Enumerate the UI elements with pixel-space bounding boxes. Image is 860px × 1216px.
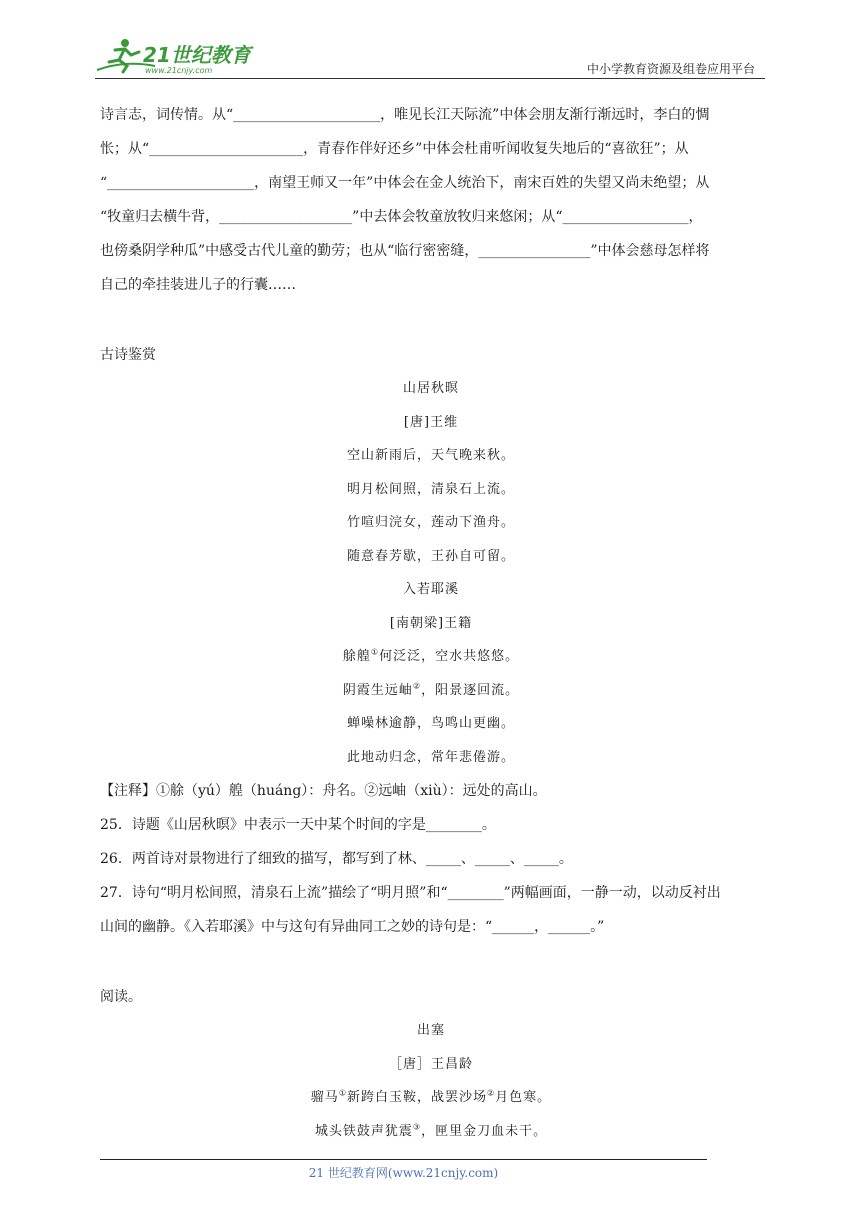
paragraph-line: 怅；从“______________________，青春作伴好还乡”中体会杜甫听闻收复失地后的“喜欲狂”；从 (100, 141, 689, 157)
paragraph-line: “_____________________，南望王师又一年”中体会在金人统治下，南宋百姓的失望又尚未绝望；从 (100, 175, 710, 191)
footnote-marker: ① (338, 1088, 347, 1098)
poem-author: [南朝梁]王籍 (389, 615, 473, 631)
poem-line (100, 1081, 762, 1115)
footer-link[interactable]: 21 世纪教育网(www.21cnjy.com) (308, 1166, 499, 1180)
paragraph-line: 诗言志，词传情。从“_____________________，唯见长江天际流”中体会朋友渐行渐远时，李白的惆 (100, 107, 710, 123)
poem-line: 明月松间照，清泉石上流。 (346, 481, 515, 497)
question-26: 26．两首诗对景物进行了细致的描写，都写到了林、_____、_____、_____。 (100, 851, 573, 867)
poem-title: 山居秋暝 (402, 381, 459, 396)
poem-line: 空山新雨后，天气晚来秋。 (346, 448, 515, 463)
poem-line (100, 1115, 762, 1149)
poem-title: 入若耶溪 (402, 582, 459, 597)
poem-line (100, 674, 762, 708)
poem-text: 阴霞生远岫 (342, 682, 413, 698)
poem-title: 出塞 (416, 1023, 445, 1038)
paragraph-line: 自己的牵挂装进儿子的行囊…… (100, 277, 296, 293)
header-divider (95, 78, 765, 79)
poem-author: ［唐］王昌龄 (388, 1056, 473, 1072)
logo-url: www.21cnjy.com (145, 66, 213, 75)
poem-line (100, 640, 762, 674)
page-header (95, 30, 765, 80)
poem-line: 随意春芳歇，王孙自可留。 (346, 548, 515, 564)
fill-blank-paragraph (100, 98, 762, 302)
runner-logo-icon (95, 36, 265, 76)
poem-text: 城头铁鼓声犹震 (314, 1123, 413, 1139)
paragraph-line: “牧童归去横牛背，___________________”中去体会牧童放牧归来悠闲；从“__________________， (100, 209, 703, 225)
poem-text: 何泛泛，空水共悠悠。 (379, 649, 520, 664)
poem-text: 月色寒。 (495, 1090, 552, 1105)
logo-text: 21世纪教育 (143, 43, 251, 67)
poem-note: 【注释】①艅（yú）艎（huáng）：舟名。②远岫（xiù）：远处的高山。 (100, 783, 547, 799)
site-logo[interactable] (95, 36, 265, 76)
poem-author: [唐]王维 (403, 414, 459, 430)
footnote-marker: ① (370, 647, 380, 657)
section-title: 阅读。 (100, 989, 142, 1005)
footnote-marker: ③ (412, 1122, 422, 1132)
paragraph-line: 也傍桑阴学种瓜”中感受古代儿童的勤劳；也从“临行密密缝，________________”中体会慈母怎样将 (100, 243, 710, 259)
header-platform-name: 中小学教育资源及组卷应用平台 (586, 62, 755, 76)
question-27: 27．诗句“明月松间照，清泉石上流”描绘了“明月照”和“________”两幅画面，一静一动，以动反衬出 (100, 885, 721, 901)
poem-text: ，匣里金刀血未干。 (421, 1123, 548, 1139)
footnote-marker: ② (412, 681, 422, 691)
poem-text: ，阳景逐回流。 (421, 682, 520, 698)
footer-divider (100, 1159, 707, 1160)
poem-line: 蝉噪林逾静，鸟鸣山更幽。 (346, 716, 515, 731)
poem-ru-ruoye-xi (100, 573, 762, 774)
poem-text: 骝马 (310, 1090, 339, 1105)
question-25: 25．诗题《山居秋暝》中表示一天中某个时间的字是________。 (100, 817, 496, 833)
footnote-marker: ② (487, 1088, 496, 1098)
poem-shanju-qiuming (100, 372, 762, 573)
main-content (100, 98, 762, 1148)
poem-line: 竹喧归浣女，莲动下渔舟。 (346, 515, 515, 530)
question-27-continued: 山间的幽静。《入若耶溪》中与这句有异曲同工之妙的诗句是：“______，______。” (100, 919, 605, 935)
poem-chu-sai (100, 1014, 762, 1148)
poem-line: 此地动归念，常年悲倦游。 (346, 749, 515, 765)
poem-text: 新跨白玉鞍，战罢沙场 (346, 1090, 487, 1105)
section-title: 古诗鉴赏 (100, 347, 156, 363)
poem-text: 艅艎 (342, 649, 371, 664)
